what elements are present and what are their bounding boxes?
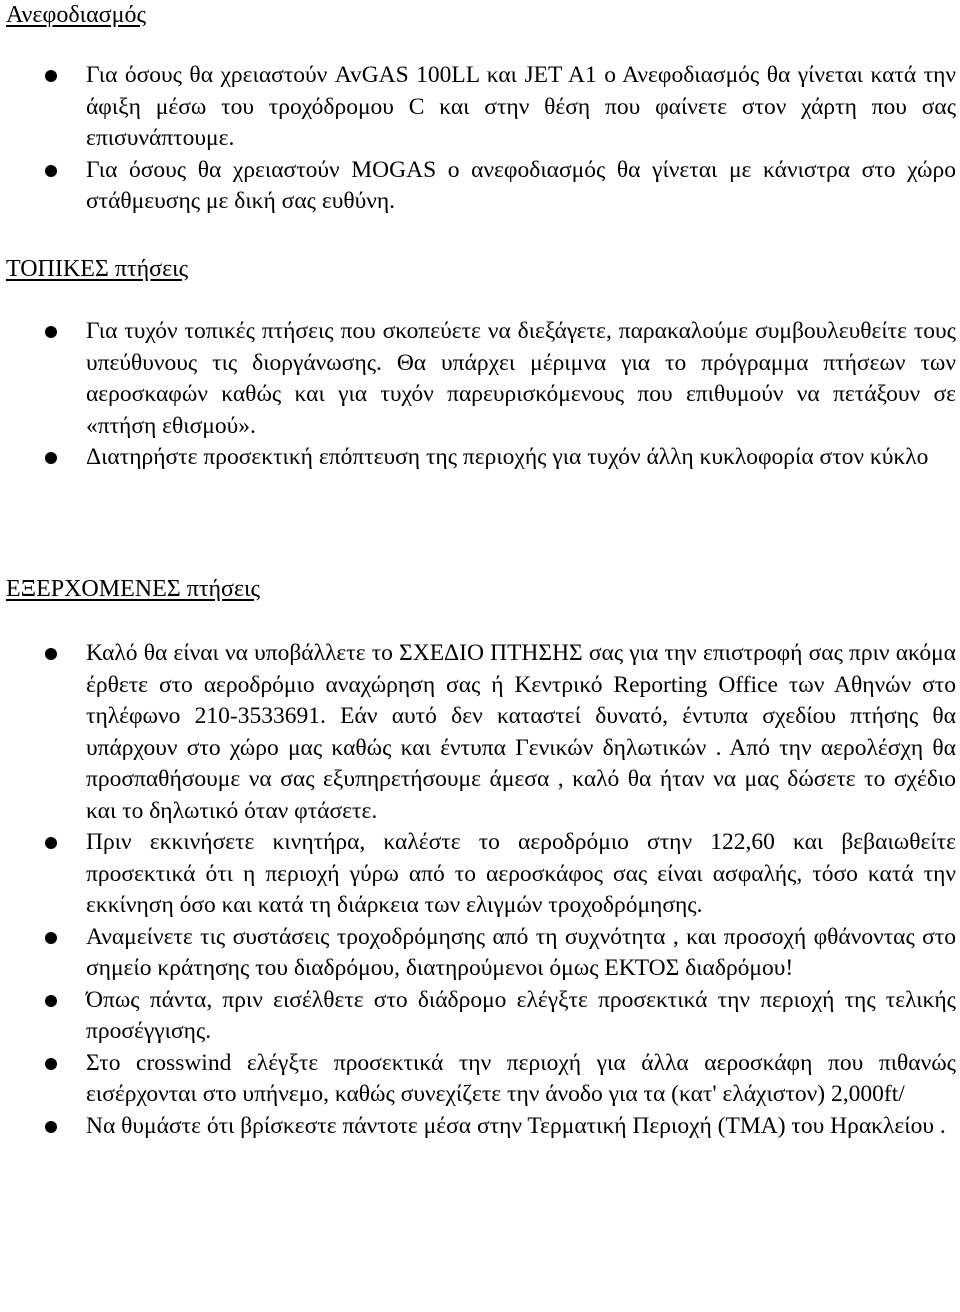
list-item-text: Για όσους θα χρειαστούν AvGAS 100LL και JET A1 ο Ανεφοδιασμός θα γίνεται κατά την άφιξη μέσω του τροχόδρομου C και στην θέση που φαίνετε στον χάρτη που σας επισυνάπτουμε. <box>86 62 956 151</box>
list-item <box>0 985 956 1048</box>
list-item-text: Για όσους θα χρειαστούν MOGAS ο ανεφοδιασμός θα γίνεται με κάνιστρα στο χώρο στάθμευσης με δική σας ευθύνη. <box>86 156 956 214</box>
bullet-icon <box>45 995 57 1007</box>
list-item <box>0 1048 956 1111</box>
heading-local-flights: ΤΟΠΙΚΕΣ πτήσεις <box>6 256 189 282</box>
list-item-text: Καλό θα είναι να υποβάλλετε το ΣΧΕΔΙΟ ΠΤΗΣΗΣ σας για την επιστροφή σας πριν ακόμα έρθετε στο αεροδρόμιο αναχώρηση σας ή Κεντρικό Reporting Office των Αθηνών στο τηλέφωνο 210-3533691. Εάν αυτό δεν καταστεί δυνατό, έντυπα σχεδίου πτήσης θα υπάρχουν στο χώρο μας καθώς και έντυπα Γενικών δηλωτικών . Από την αερολέσχη θα προσπαθήσουμε να σας εξυπηρετήσουμε άμεσα , καλό θα ήταν να μας δώσετε το σχέδιο και το δηλωτικό όταν φτάσετε. <box>86 640 956 824</box>
list-item-text: Αναμείνετε τις συστάσεις τροχοδρόμησης από τη συχνότητα , και προσοχή φθάνοντας στο σημείο κράτησης του διαδρόμου, διατηρούμενοι όμως ΕΚΤΟΣ διαδρόμου! <box>86 923 956 981</box>
list-item-text: Πριν εκκινήσετε κινητήρα, καλέστε το αεροδρόμιο στην 122,60 και βεβαιωθείτε προσεκτικά ότι η περιοχή γύρω από το αεροσκάφος σας είναι ασφαλής, τόσο κατά την εκκίνηση όσο και κατά τη διάρκεια των ελιγμών τροχοδρόμησης. <box>86 829 956 918</box>
bullet-icon <box>45 1058 57 1070</box>
list-item <box>0 316 956 442</box>
list-item <box>0 922 956 985</box>
outbound-flights-list <box>0 638 960 1142</box>
local-flights-list <box>0 316 960 474</box>
list-item-text: Στο crosswind ελέγξτε προσεκτικά την περιοχή για άλλα αεροσκάφη που πιθανώς εισέρχονται στο υπήνεμο, καθώς συνεχίζετε την άνοδο για τα (κατ' ελάχιστον) 2,000ft/ <box>86 1049 956 1107</box>
bullet-icon <box>45 326 57 338</box>
list-item-text: Διατηρήστε προσεκτική επόπτευση της περιοχής για τυχόν άλλη κυκλοφορία στον κύκλο <box>86 444 929 470</box>
list-item <box>0 442 956 474</box>
bullet-icon <box>45 932 57 944</box>
bullet-icon <box>45 1121 57 1133</box>
list-item-text: Να θυμάστε ότι βρίσκεστε πάντοτε μέσα στην Τερματική Περιοχή (TMA) του Ηρακλείου . <box>86 1112 946 1139</box>
list-item-text: Για τυχόν τοπικές πτήσεις που σκοπεύετε να διεξάγετε, παρακαλούμε συμβουλευθείτε τους υπεύθυνους τις διοργάνωσης. Θα υπάρχει μέριμνα για το πρόγραμμα πτήσεων των αεροσκαφών καθώς και για τυχόν παρευρισκόμενους που επιθυμούν να πετάξουν σε «πτήση εθισμού». <box>86 318 956 439</box>
bullet-icon <box>45 837 57 849</box>
list-item <box>0 60 956 155</box>
bullet-icon <box>45 70 57 82</box>
list-item <box>0 638 956 827</box>
refueling-list <box>0 60 960 218</box>
heading-refueling: Ανεφοδιασμός <box>6 2 146 28</box>
heading-outbound-flights: ΕΞΕΡΧΟΜΕΝΕΣ πτήσεις <box>6 576 261 602</box>
bullet-icon <box>45 165 57 177</box>
bullet-icon <box>45 452 57 464</box>
list-item <box>0 155 956 218</box>
list-item-text: Όπως πάντα, πριν εισέλθετε στο διάδρομο ελέγξτε προσεκτικά την περιοχή της τελικής προσέγγισης. <box>86 986 956 1044</box>
bullet-icon <box>45 648 57 660</box>
list-item <box>0 1111 956 1143</box>
list-item <box>0 827 956 922</box>
